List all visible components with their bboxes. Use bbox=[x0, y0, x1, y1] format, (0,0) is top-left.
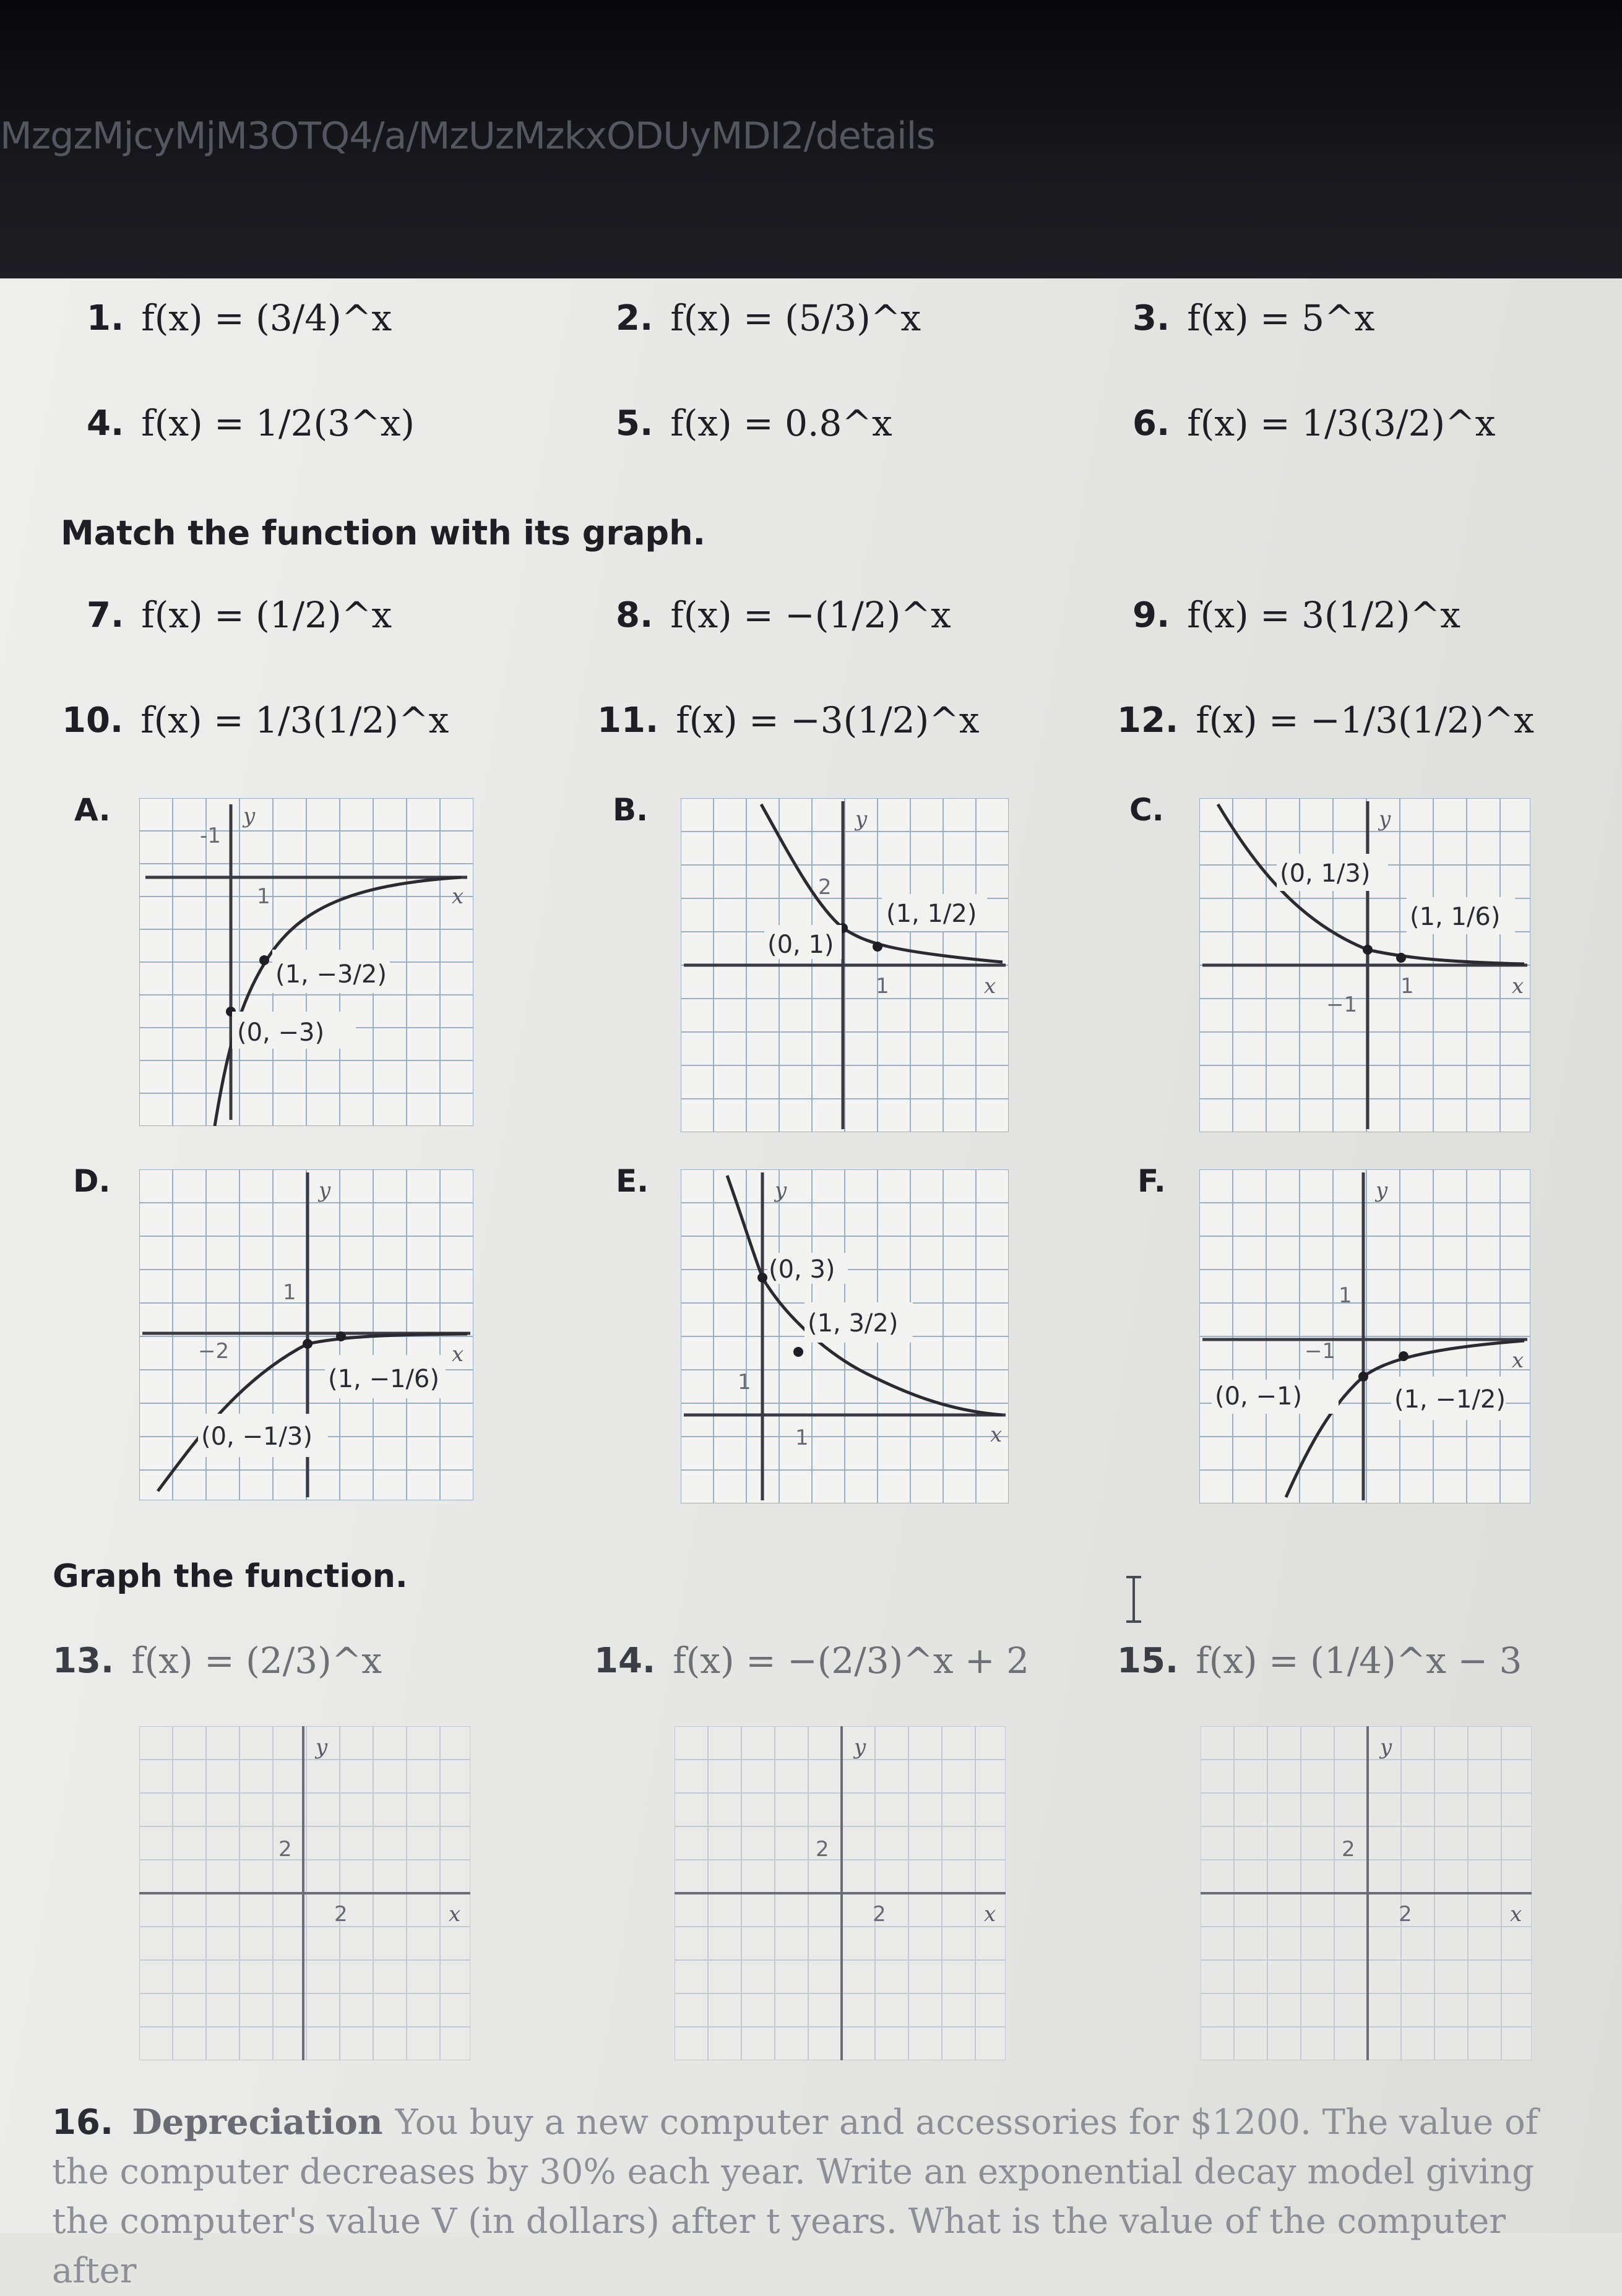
problem-number: 12. bbox=[1117, 700, 1179, 741]
function-expression: f(x) = 3(1/2)^x bbox=[1187, 594, 1460, 636]
problem-6 bbox=[1132, 402, 1495, 444]
function-expression: f(x) = 1/3(3/2)^x bbox=[1187, 402, 1496, 444]
problem-number: 9. bbox=[1132, 595, 1170, 635]
x-tick-label: 1 bbox=[795, 1425, 809, 1450]
data-point bbox=[757, 1273, 767, 1283]
graph-a bbox=[139, 798, 473, 1126]
graph-label-c: C. bbox=[1129, 792, 1164, 828]
y-axis-label: y bbox=[316, 1735, 328, 1760]
x-tick-label: 2 bbox=[873, 1902, 886, 1927]
data-point bbox=[1363, 945, 1373, 955]
x-tick-label: 1 bbox=[1400, 974, 1414, 999]
problem-14 bbox=[594, 1640, 1029, 1682]
problem-15 bbox=[1117, 1640, 1522, 1682]
x-axis-label: x bbox=[984, 974, 996, 999]
y-axis-label: y bbox=[775, 1178, 787, 1203]
y-tick-label: 1 bbox=[1339, 1283, 1352, 1308]
problem-11 bbox=[597, 699, 980, 741]
function-expression: f(x) = (3/4)^x bbox=[141, 297, 392, 339]
function-expression: f(x) = 1/2(3^x) bbox=[141, 402, 415, 444]
function-expression: f(x) = 5^x bbox=[1187, 297, 1375, 339]
function-expression: f(x) = 0.8^x bbox=[670, 402, 892, 444]
blank-graph-14 bbox=[675, 1726, 1006, 2060]
problem-number: 13. bbox=[53, 1640, 114, 1681]
problem-number: 4. bbox=[87, 403, 124, 444]
x-tick-label: 1 bbox=[257, 884, 270, 909]
graph-f bbox=[1199, 1169, 1530, 1503]
problem-10 bbox=[62, 699, 449, 741]
y-axis-label: y bbox=[1379, 807, 1391, 832]
data-point bbox=[259, 955, 269, 965]
point-label: (1, −3/2) bbox=[275, 960, 387, 989]
function-expression: f(x) = −(1/2)^x bbox=[670, 594, 951, 636]
x-axis-label: x bbox=[452, 884, 464, 909]
problem-number: 10. bbox=[62, 700, 124, 741]
y-tick-label: 2 bbox=[278, 1837, 292, 1862]
y-axis-label: y bbox=[855, 807, 868, 832]
point-label: (0, 1) bbox=[767, 931, 834, 959]
y-tick-label: 1 bbox=[283, 1280, 296, 1305]
blank-graph-15 bbox=[1201, 1726, 1532, 2060]
x-axis-label: x bbox=[984, 1902, 996, 1927]
problem-12 bbox=[1117, 699, 1534, 741]
problem-2 bbox=[616, 297, 921, 339]
function-expression: f(x) = (1/4)^x − 3 bbox=[1196, 1640, 1522, 1682]
point-label: (0, 1/3) bbox=[1280, 859, 1371, 888]
y-tick-label: 2 bbox=[1342, 1837, 1355, 1862]
point-label: (1, 1/2) bbox=[886, 900, 977, 928]
function-expression: f(x) = (2/3)^x bbox=[131, 1640, 382, 1682]
problem-number: 7. bbox=[87, 595, 124, 635]
point-label: (0, 3) bbox=[769, 1255, 835, 1284]
x-axis-label: x bbox=[1512, 1348, 1524, 1373]
function-expression: f(x) = −1/3(1/2)^x bbox=[1196, 699, 1534, 741]
x-axis-label: x bbox=[1512, 974, 1524, 999]
match-heading: Match the function with its graph. bbox=[61, 514, 706, 553]
graph-b bbox=[681, 798, 1009, 1132]
x-tick-label: 2 bbox=[334, 1902, 348, 1927]
point-label: (1, 3/2) bbox=[808, 1309, 899, 1338]
browser-topbar bbox=[0, 0, 1622, 278]
point-label: (0, −1/3) bbox=[201, 1422, 313, 1451]
problem-13 bbox=[53, 1640, 382, 1682]
x-axis-label: x bbox=[1510, 1902, 1522, 1927]
problem-title: Depreciation bbox=[132, 2102, 383, 2143]
x-tick-label: 1 bbox=[876, 974, 889, 999]
problem-number: 8. bbox=[616, 595, 654, 635]
problem-number: 15. bbox=[1117, 1640, 1179, 1681]
y-tick-label: −1 bbox=[1326, 992, 1358, 1017]
problem-16 bbox=[52, 2097, 1599, 2296]
function-expression: f(x) = −(2/3)^x + 2 bbox=[673, 1640, 1029, 1682]
x-axis-label: x bbox=[990, 1422, 1003, 1447]
point-label: (1, −1/6) bbox=[328, 1365, 439, 1393]
problem-text: You buy a new computer and accessories for $1200. The value of the computer decreases by 30% each year. Write an exponential decay model giving the computer's value V (in dollars) after t years. What is the value of the computer after bbox=[52, 2102, 1538, 2291]
problem-number: 2. bbox=[616, 298, 654, 338]
data-point bbox=[1399, 1351, 1408, 1361]
x-axis-label: x bbox=[449, 1902, 461, 1927]
problem-7 bbox=[87, 594, 392, 636]
graph-label-f: F. bbox=[1137, 1163, 1166, 1199]
y-tick-label: 2 bbox=[818, 875, 832, 900]
graph-label-e: E. bbox=[616, 1163, 649, 1199]
y-axis-label: y bbox=[319, 1178, 331, 1203]
x-tick-label: −2 bbox=[198, 1339, 230, 1364]
problem-number: 1. bbox=[87, 298, 124, 338]
data-point bbox=[336, 1331, 346, 1341]
function-expression: f(x) = 1/3(1/2)^x bbox=[140, 699, 449, 741]
function-expression: f(x) = −3(1/2)^x bbox=[676, 699, 980, 741]
data-point bbox=[873, 942, 882, 952]
data-point bbox=[303, 1339, 313, 1349]
graph-label-a: A. bbox=[74, 792, 111, 828]
problem-number: 6. bbox=[1132, 403, 1170, 444]
problem-3 bbox=[1132, 297, 1374, 339]
problem-number: 16. bbox=[52, 2102, 114, 2143]
text-cursor-icon bbox=[1121, 1575, 1146, 1624]
x-axis-label: x bbox=[452, 1342, 464, 1367]
graph-heading: Graph the function. bbox=[53, 1558, 408, 1595]
problem-number: 5. bbox=[616, 403, 654, 444]
graph-label-d: D. bbox=[73, 1163, 111, 1199]
graph-d bbox=[139, 1169, 473, 1500]
y-axis-label: y bbox=[243, 804, 256, 828]
point-label: (0, −1) bbox=[1215, 1382, 1303, 1411]
data-point bbox=[793, 1347, 803, 1357]
function-expression: f(x) = (1/2)^x bbox=[141, 594, 392, 636]
x-tick-label: 2 bbox=[1399, 1902, 1412, 1927]
y-tick-label: -1 bbox=[200, 823, 221, 848]
problem-5 bbox=[616, 402, 892, 444]
function-expression: f(x) = (5/3)^x bbox=[670, 297, 921, 339]
x-tick-label: −1 bbox=[1305, 1339, 1336, 1364]
problem-4 bbox=[87, 402, 415, 444]
data-point bbox=[1396, 953, 1406, 963]
data-point bbox=[1358, 1372, 1368, 1382]
y-axis-label: y bbox=[1380, 1735, 1392, 1760]
problem-number: 3. bbox=[1132, 298, 1170, 338]
problem-number: 11. bbox=[597, 700, 659, 741]
y-axis-label: y bbox=[854, 1735, 866, 1760]
graph-label-b: B. bbox=[613, 792, 649, 828]
point-label: (0, −3) bbox=[237, 1018, 325, 1047]
problem-number: 14. bbox=[594, 1640, 656, 1681]
graph-c bbox=[1199, 798, 1530, 1132]
point-label: (1, −1/2) bbox=[1394, 1385, 1506, 1414]
y-tick-label: 1 bbox=[738, 1370, 751, 1395]
y-tick-label: 2 bbox=[816, 1837, 829, 1862]
problem-9 bbox=[1132, 594, 1460, 636]
problem-8 bbox=[616, 594, 951, 636]
url-text[interactable]: MzgzMjcyMjM3OTQ4/a/MzUzMzkxODUyMDI2/details bbox=[0, 114, 935, 158]
point-label: (1, 1/6) bbox=[1410, 903, 1501, 931]
graph-e bbox=[681, 1169, 1009, 1503]
blank-graph-13 bbox=[139, 1726, 470, 2060]
problem-1 bbox=[87, 297, 392, 339]
y-axis-label: y bbox=[1376, 1178, 1388, 1203]
